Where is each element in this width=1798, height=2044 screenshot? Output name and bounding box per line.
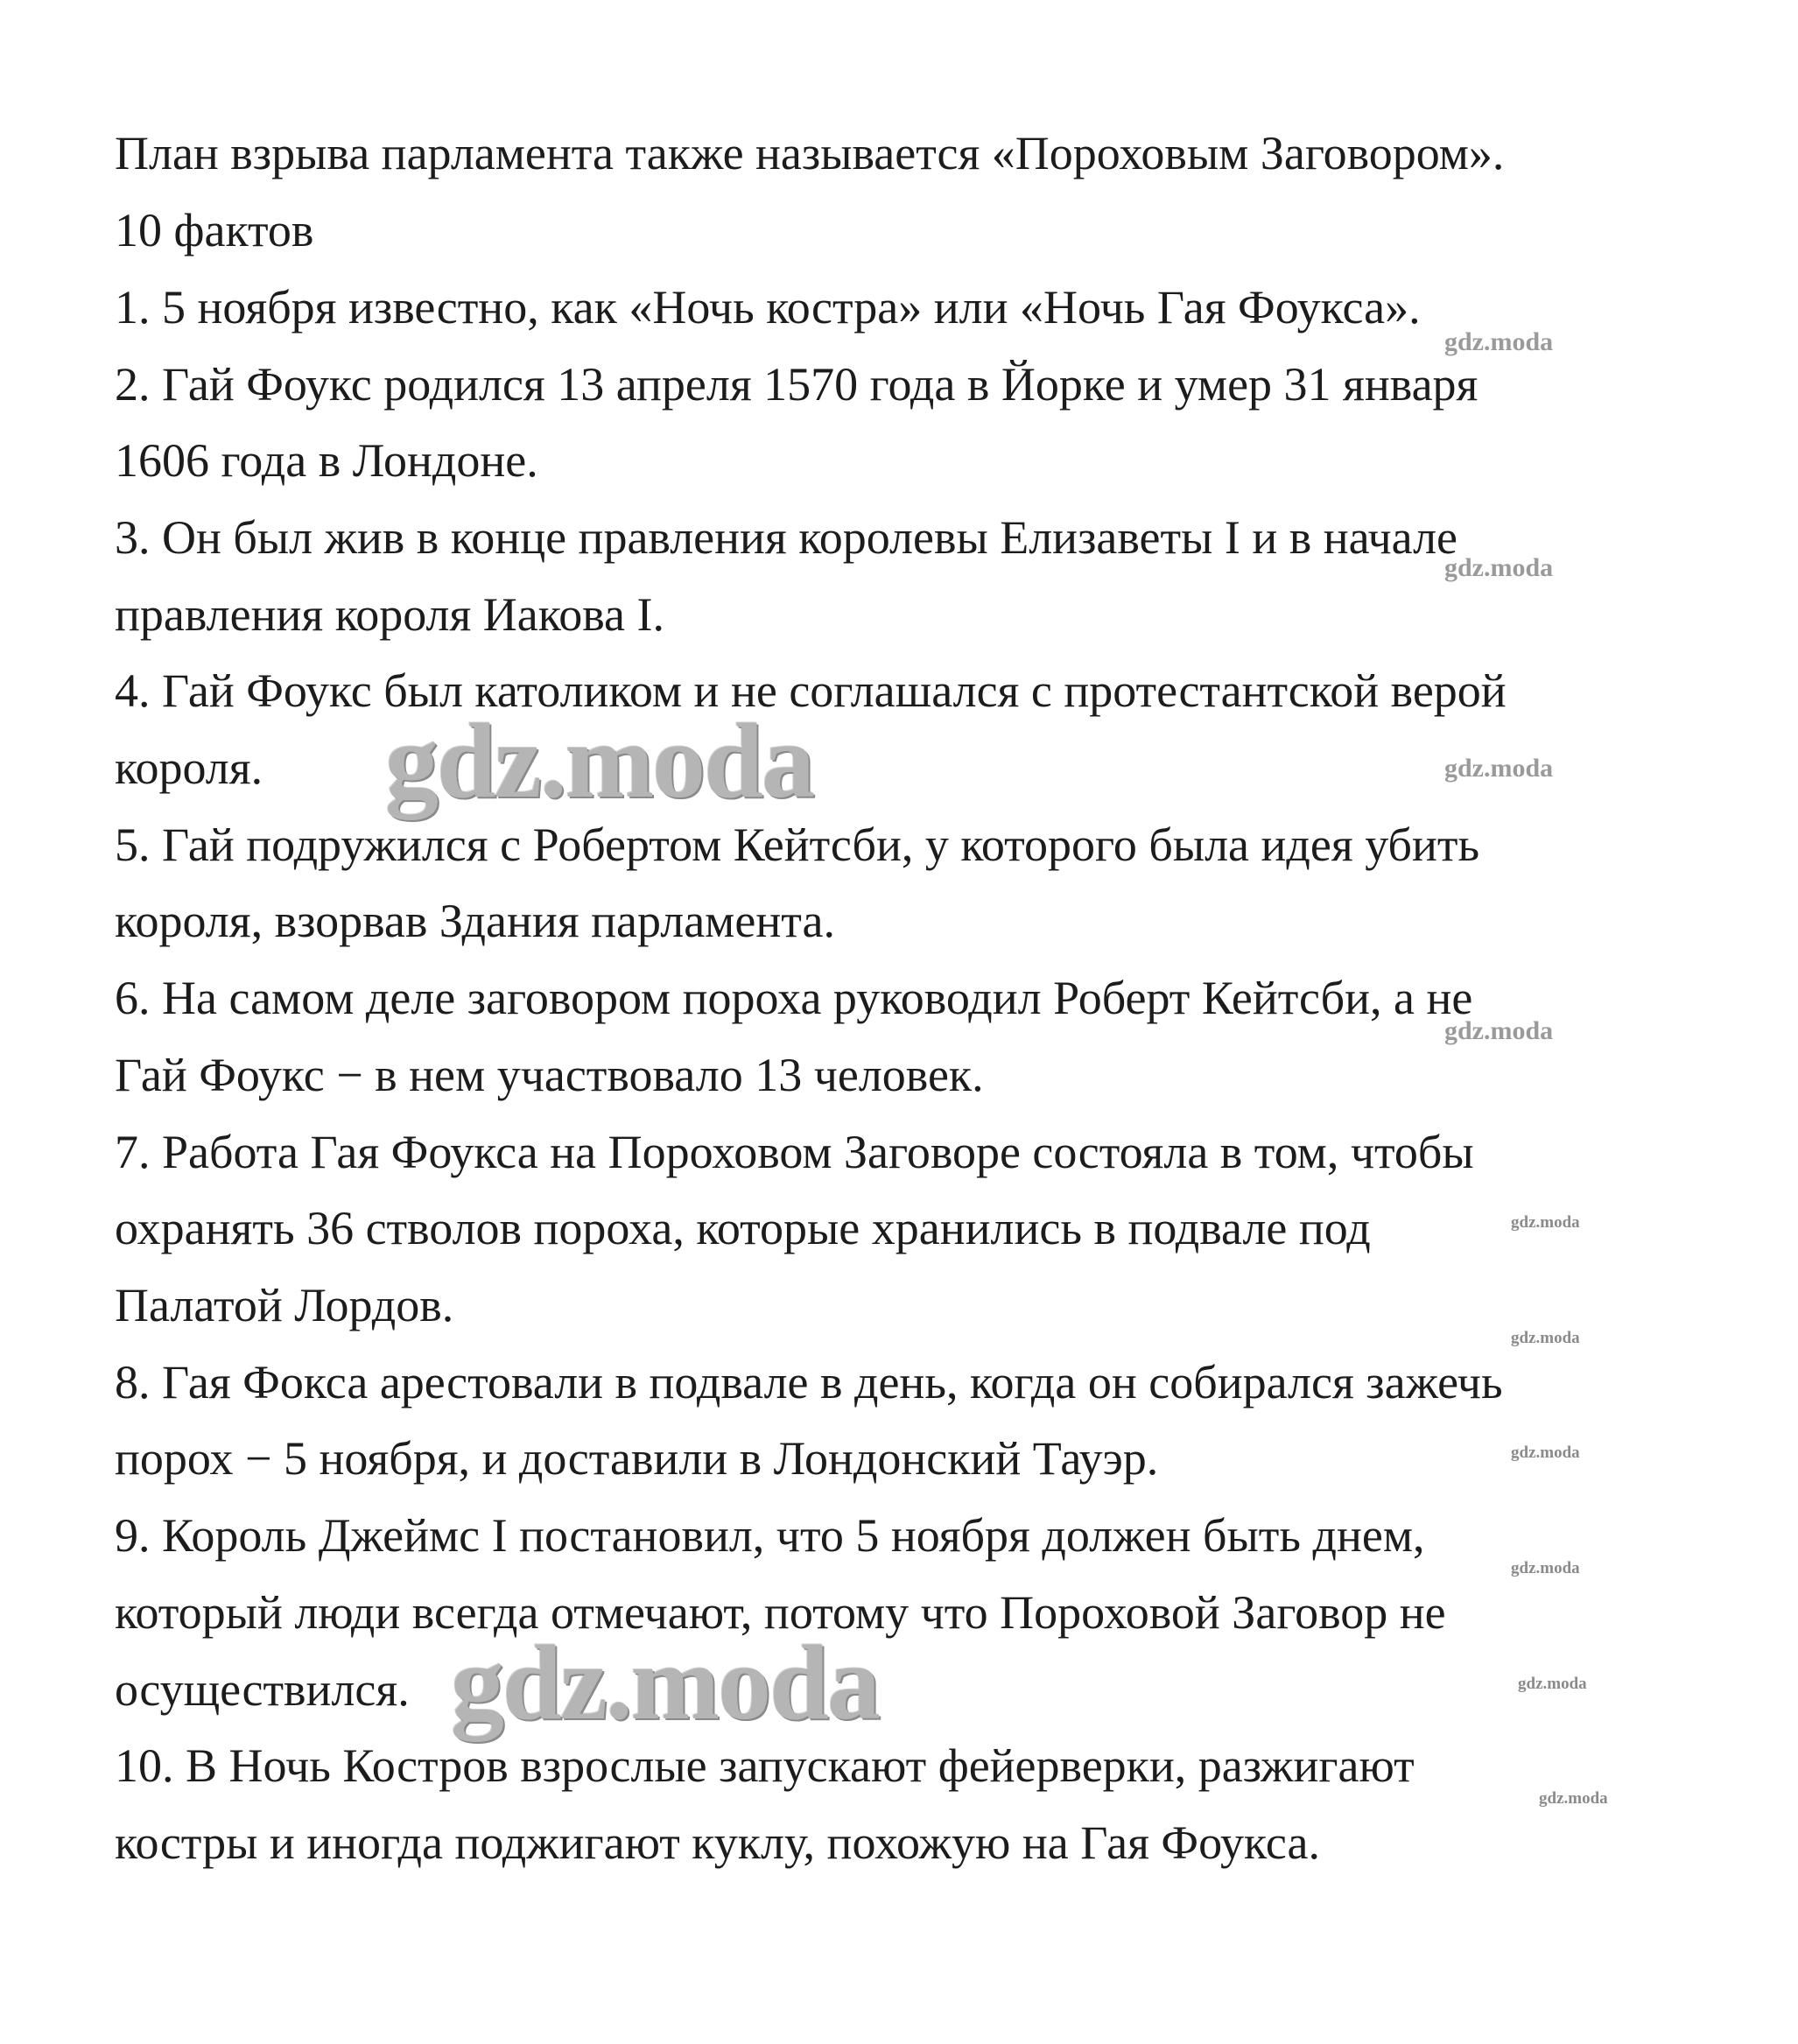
text-line-fact-4b: короля. — [115, 741, 263, 794]
text-line-fact-9b: который люди всегда отмечают, потому что Пороховой Заговор не — [115, 1586, 1446, 1639]
watermark-tiny: gdz.moda — [1511, 1443, 1580, 1462]
text-line-fact-6b: Гай Фоукс − в нем участвовало 13 человек. — [115, 1049, 984, 1101]
text-line-fact-2b: 1606 года в Лондоне. — [115, 434, 538, 487]
text-line-fact-10a: 10. В Ночь Костров взрослые запускают фейерверки, разжигают — [115, 1739, 1415, 1792]
text-line-fact-6a: 6. На самом деле заговором пороха руководил Роберт Кейтсби, а не — [115, 972, 1473, 1024]
text-line-fact-10b: костры и иногда поджигают куклу, похожую на Гая Фоукса. — [115, 1816, 1320, 1869]
watermark-tiny: gdz.moda — [1511, 1213, 1580, 1232]
text-line-fact-7c: Палатой Лордов. — [115, 1279, 454, 1331]
text-line-heading: 10 фактов — [115, 204, 314, 256]
watermark-tiny: gdz.moda — [1511, 1559, 1580, 1577]
text-line-fact-7a: 7. Работа Гая Фоукса на Пороховом Заговоре состояла в том, чтобы — [115, 1126, 1474, 1178]
watermark-tiny: gdz.moda — [1511, 1329, 1580, 1347]
watermark-small: gdz.moda — [1444, 553, 1554, 582]
watermark-large: gdz.moda — [451, 1624, 879, 1742]
text-line-fact-3b: правления короля Иакова I. — [115, 588, 664, 641]
text-line-fact-3a: 3. Он был жив в конце правления королевы Елизаветы I и в начале — [115, 511, 1457, 564]
text-line-fact-8b: порох − 5 ноября, и доставили в Лондонский Тауэр. — [115, 1432, 1159, 1485]
watermark-large: gdz.moda — [385, 702, 813, 820]
watermark-small: gdz.moda — [1444, 1016, 1554, 1045]
watermark-small: gdz.moda — [1444, 327, 1554, 356]
text-line-intro: План взрыва парламента также называется «Пороховым Заговором». — [115, 127, 1505, 179]
text-line-fact-2a: 2. Гай Фоукс родился 13 апреля 1570 года в Йорке и умер 31 января — [115, 358, 1478, 411]
text-line-fact-4a: 4. Гай Фоукс был католиком и не соглашался с протестантской верой — [115, 664, 1507, 717]
watermark-tiny: gdz.moda — [1539, 1789, 1608, 1808]
text-line-fact-9c: осуществился. — [115, 1663, 410, 1716]
watermark-tiny: gdz.moda — [1518, 1675, 1587, 1693]
text-line-fact-5b: короля, взорвав Здания парламента. — [115, 895, 835, 947]
text-line-fact-9a: 9. Король Джеймс I постановил, что 5 ноября должен быть днем, — [115, 1509, 1425, 1562]
text-line-fact-8a: 8. Гая Фокса арестовали в подвале в день, когда он собирался зажечь — [115, 1356, 1503, 1408]
text-line-fact-7b: охранять 36 стволов пороха, которые хранились в подвале под — [115, 1202, 1371, 1254]
text-line-fact-5a: 5. Гай подружился с Робертом Кейтсби, у которого была идея убить — [115, 818, 1480, 871]
text-line-fact-1: 1. 5 ноября известно, как «Ночь костра» или «Ночь Гая Фоукса». — [115, 281, 1421, 334]
watermark-small: gdz.moda — [1444, 754, 1554, 783]
